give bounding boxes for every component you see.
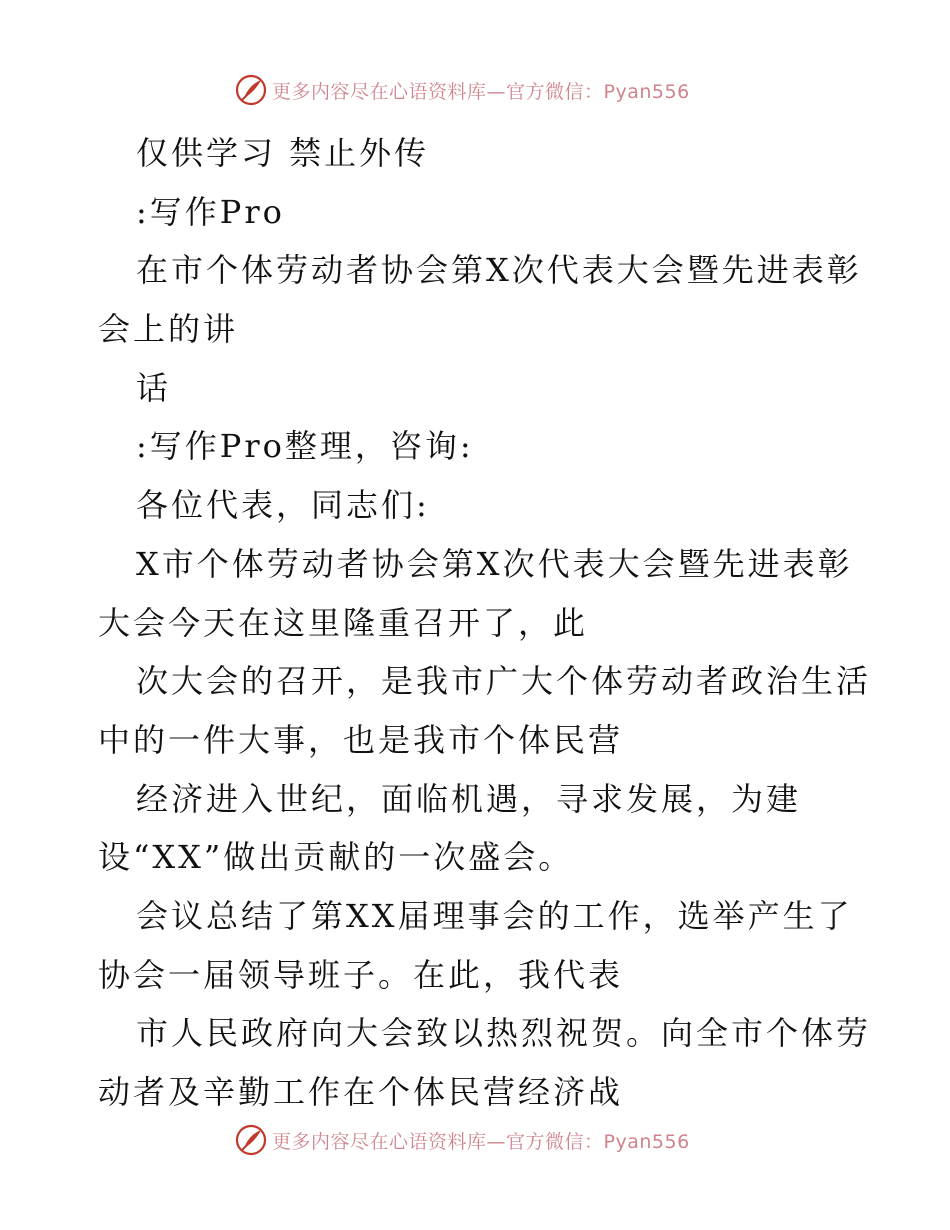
text-line: 话	[136, 368, 172, 407]
text-line: X市个体劳动者协会第X次代表大会暨先进表彰	[136, 544, 853, 583]
footer-watermark-text: 更多内容尽在心语资料库—官方微信：Pyan556	[272, 1130, 690, 1153]
text-line: 会议总结了第XX届理事会的工作，选举产生了	[136, 896, 853, 935]
footer-watermark	[234, 1123, 690, 1157]
text-line: 次大会的召开，是我市广大个体劳动者政治生活	[136, 662, 872, 701]
text-line: 在市个体劳动者协会第X次代表大会暨先进表彰	[136, 251, 862, 290]
text-line: 设“XX”做出贡献的一次盛会。	[98, 838, 574, 877]
text-line: 大会今天在这里隆重召开了，此	[98, 603, 589, 642]
header-watermark-text: 更多内容尽在心语资料库—官方微信：Pyan556	[272, 80, 690, 103]
text-line: :写作Pro	[136, 192, 285, 231]
text-line: 协会一届领导班子。在此，我代表	[98, 955, 624, 994]
quill-logo-icon	[234, 1123, 268, 1157]
text-line: :写作Pro整理，咨询:	[136, 427, 474, 466]
text-line: 会上的讲	[98, 310, 239, 349]
text-line: 各位代表，同志们:	[136, 486, 430, 525]
header-watermark	[234, 73, 690, 107]
text-line: 动者及辛勤工作在个体民营经济战	[98, 1073, 624, 1111]
text-line: 中的一件大事，也是我市个体民营	[98, 720, 624, 759]
document-body	[98, 124, 878, 1122]
text-line: 经济进入世纪，面临机遇，寻求发展，为建	[136, 779, 802, 818]
text-line: 市人民政府向大会致以热烈祝贺。向全市个体劳	[136, 1014, 872, 1053]
text-line: 仅供学习 禁止外传	[136, 134, 430, 172]
quill-logo-icon	[234, 73, 268, 107]
